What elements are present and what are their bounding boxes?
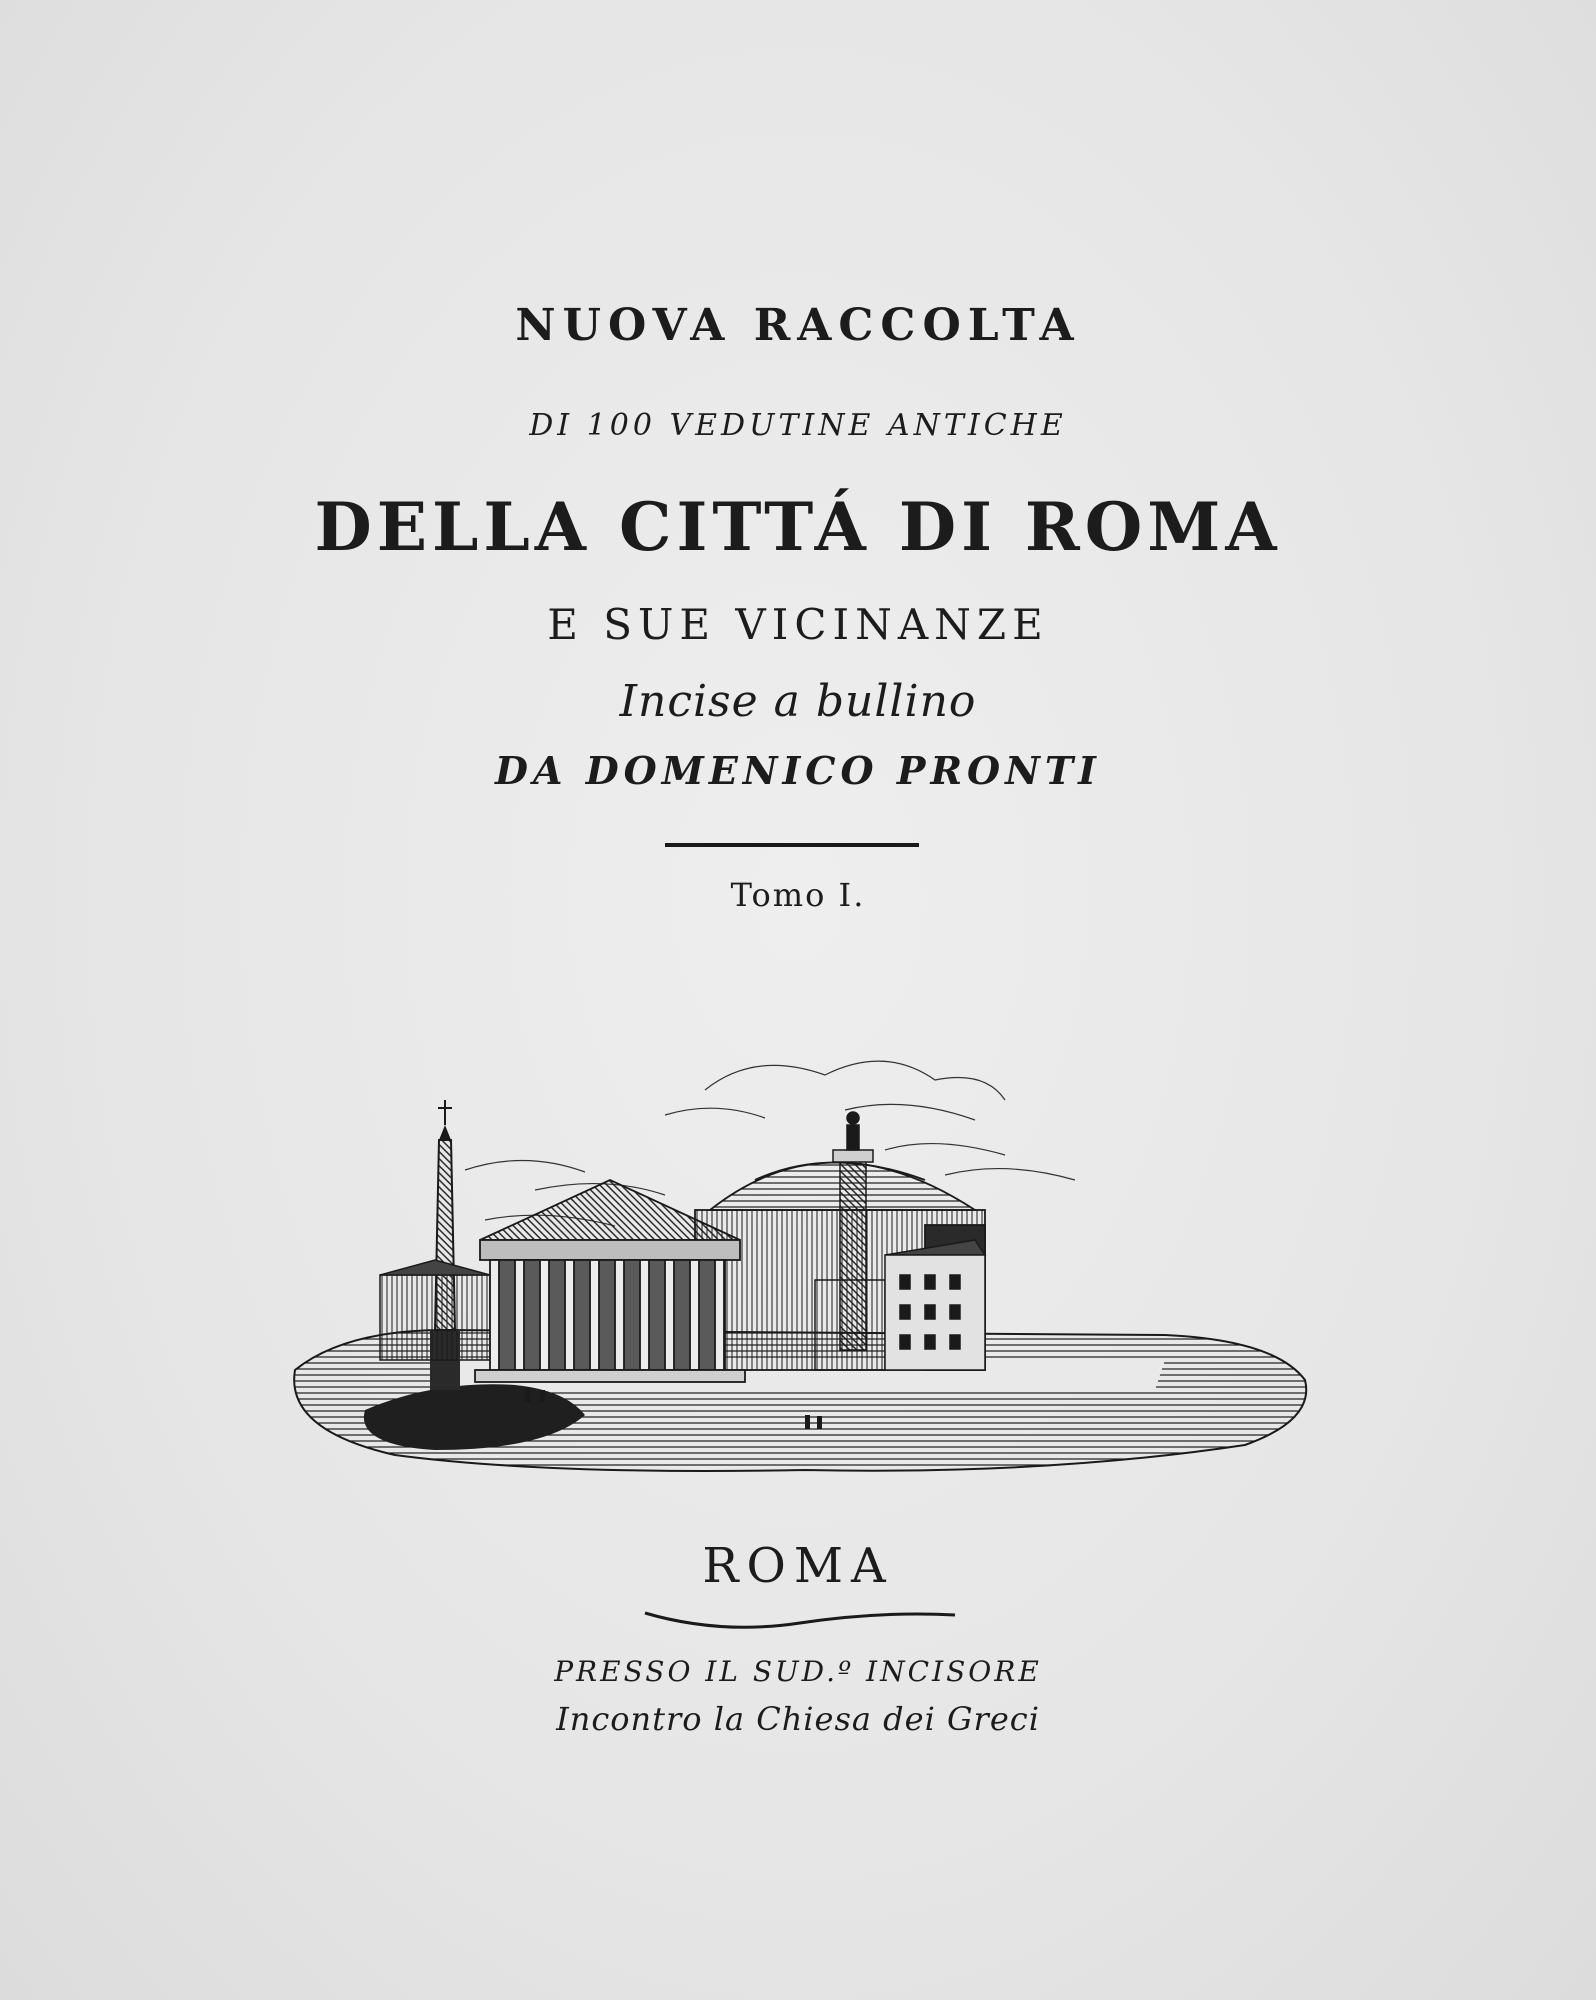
author-line: DA DOMENICO PRONTI: [495, 748, 1101, 793]
imprint-printer: PRESSO IL SUD.º INCISORE: [554, 1655, 1042, 1688]
imprint-address: Incontro la Chiesa dei Greci: [556, 1700, 1040, 1738]
volume-label: Tomo I.: [730, 876, 866, 914]
swash-ornament: [640, 1605, 960, 1635]
main-title: DELLA CITTÁ DI ROMA: [314, 488, 1282, 566]
title-line-incise: Incise a bullino: [619, 676, 977, 727]
title-line-vicinanze: E SUE VICINANZE: [547, 600, 1049, 649]
divider-rule: [665, 843, 919, 847]
imprint-city: ROMA: [702, 1538, 894, 1594]
pantheon-engraving: [285, 1030, 1315, 1500]
title-line-nuova-raccolta: NUOVA RACCOLTA: [515, 300, 1081, 351]
title-line-vedutine: DI 100 VEDUTINE ANTICHE: [529, 408, 1067, 443]
